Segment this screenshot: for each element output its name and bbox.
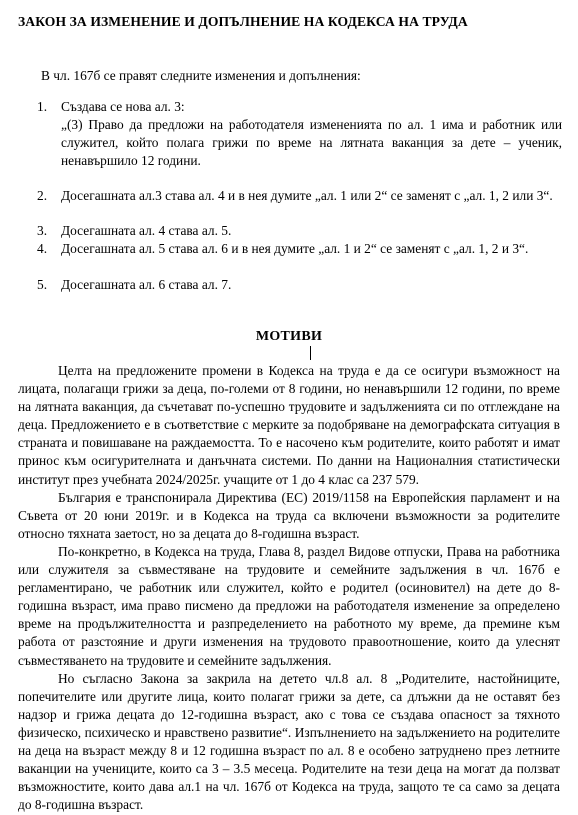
item-number: 5. (37, 277, 48, 292)
amendment-item-3 (37, 222, 562, 240)
document-title: ЗАКОН ЗА ИЗМЕНЕНИЕ И ДОПЪЛНЕНИЕ НА КОДЕКСА НА ТРУДА (18, 14, 468, 29)
amendment-item-2 (37, 187, 562, 205)
motives-paragraph-4: Но съгласно Закона за закрила на детето чл.8 ал. 8 „Родителите, настойниците, попечителите или другите лица, които полагат грижи за дете, са длъжни да не оставят без надзор и грижа децата до 12-годишна възраст, ако с това се създава опасност за тяхното физическо, психическо и нравствено развитие“. Изпълнението на задължението на родителите на деца на възраст между 8 и 12 годишна възраст по ал. 8 е особено затруднено през летните ваканции на учениците, които са 3 – 3.5 месеца. Родителите на тези деца на могат да ползват възможностите, които дава ал.1 на чл. 167б от Кодекса на труда, защото те са само за децата до 8-годишна възраст. (18, 670, 560, 813)
motives-paragraph-1: Целта на предложените промени в Кодекса на труда е да се осигури възможност на лицата, полагащи грижи за деца, по-големи от 8 години, но ненавършили 12 години, по време на лятната ваканция, да съчетават по-успешно трудовите и задълженията си по отглеждане на деца. Предложението е в съответствие с мерките за подобряване на демографската ситуация в страната и повишаване на раждаемостта. То е насочено към родителите, които работят и имат принос към осигурителната и данъчната системи. По данни на Националния статистически институт през учебната 2024/2025г. учащите от 1 до 4 клас са 237 579. (18, 363, 560, 487)
item-text: Създава се нова ал. 3: (61, 99, 185, 114)
motives-body (18, 362, 560, 814)
item-number: 4. (37, 241, 48, 256)
amendment-item-4 (37, 240, 562, 258)
motives-paragraph-3: По-конкретно, в Кодекса на труда, Глава 8, раздел Видове отпуски, Права на работника или служителя за съвместяване на трудовите и семейните задължения в чл. 167б е регламентирано, че работник или служител, който е родител (осиновител) на дете до 8-годишна възраст, има право писмено да предложи на работодателя изменение за определено време на продължителността и разпределението на работното му време, да премине към работа от разстояние и други изменения на трудовото правоотношение, които да улеснят съвместяването на трудовите и семейните задължения. (18, 543, 560, 668)
amendment-item-5 (37, 276, 562, 294)
item-text: Досегашната ал.3 става ал. 4 и в нея думите „ал. 1 или 2“ се заменят с „ал. 1, 2 или 3“. (61, 188, 553, 203)
item-quote: „(3) Право да предложи на работодателя измененията по ал. 1 има и работник или служител, който полага грижи по време на лятната ваканция за дете – ученик, ненавършило 12 години. (61, 117, 562, 168)
text-cursor (310, 346, 311, 360)
intro-line: В чл. 167б се правят следните изменения и допълнения: (41, 68, 361, 83)
motives-paragraph-2: България е транспонирала Директива (ЕС) 2019/1158 на Европейския парламент и на Съвета от 20 юни 2019г. и в Кодекса на труда са включени възможности за родителите относно тяхната заетост, но за децата до 8-годишна възраст. (18, 489, 560, 541)
motives-heading: МОТИВИ (255, 329, 323, 344)
item-text: Досегашната ал. 4 става ал. 5. (61, 223, 232, 238)
item-number: 3. (37, 223, 48, 238)
amendment-item-1 (37, 98, 562, 170)
item-number: 1. (37, 99, 48, 114)
item-number: 2. (37, 188, 48, 203)
item-text: Досегашната ал. 6 става ал. 7. (61, 277, 232, 292)
item-text: Досегашната ал. 5 става ал. 6 и в нея думите „ал. 1 и 2“ се заменят с „ал. 1, 2 и 3“. (61, 241, 529, 256)
